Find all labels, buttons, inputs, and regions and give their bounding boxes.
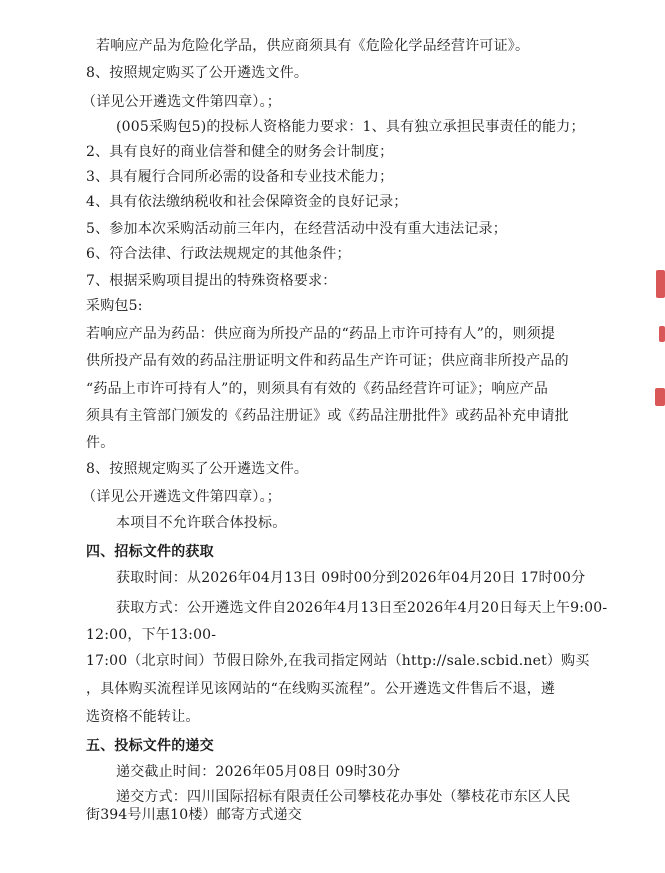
- text-line: 2、具有良好的商业信誉和健全的财务会计制度；: [86, 144, 394, 160]
- text-line: 采购包5:: [86, 298, 143, 314]
- text-line: (005采购包5)的投标人资格能力要求：1、具有独立承担民事责任的能力；: [116, 119, 585, 135]
- text-line: 获取时间：从2026年04月13日 09时00分到2026年04月20日 17时00分: [116, 570, 586, 586]
- text-line: 若响应产品为药品：供应商为所投产品的“药品上市许可持有人”的，则须提: [86, 326, 556, 342]
- text-line: 4、具有依法缴纳税收和社会保障资金的良好记录；: [86, 194, 408, 210]
- section-heading: 四、招标文件的获取: [86, 544, 214, 560]
- text-line: 选资格不能转让。: [86, 709, 200, 725]
- text-line: 须具有主管部门颁发的《药品注册证》或《药品注册批件》或药品补充申请批: [86, 408, 569, 424]
- section-heading: 五、投标文件的递交: [86, 738, 214, 754]
- text-line: 件。: [86, 435, 115, 451]
- text-line: 7、根据采购项目提出的特殊资格要求：: [86, 273, 337, 289]
- text-line: 递交方式：四川国际招标有限责任公司攀枝花办事处（攀枝花市东区人民: [116, 789, 571, 805]
- text-line: （详见公开遴选文件第四章）。；: [82, 94, 281, 110]
- text-line: 12:00，下午13:00-: [86, 627, 217, 643]
- text-line: 供所投产品有效的药品注册证明文件和药品生产许可证；供应商非所投产品的: [86, 353, 569, 369]
- text-line: 本项目不允许联合体投标。: [116, 515, 287, 531]
- seal-stamp-fragment: [651, 270, 665, 420]
- text-line: 递交截止时间：2026年05月08日 09时30分: [116, 764, 401, 780]
- text-line: “药品上市许可持有人”的，则须具有有效的《药品经营许可证》；响应产品: [86, 381, 549, 397]
- text-line: 若响应产品为危险化学品，供应商须具有《危险化学品经营许可证》。: [96, 38, 530, 54]
- text-line: 获取方式：公开遴选文件自2026年4月13日至2026年4月20日每天上午9:00-: [116, 600, 608, 616]
- text-line: 6、符合法律、行政法规规定的其他条件；: [86, 246, 351, 262]
- text-line: 5、参加本次采购活动前三年内，在经营活动中没有重大违法记录；: [86, 221, 507, 237]
- text-line: 8、按照规定购买了公开遴选文件。: [86, 65, 309, 81]
- text-line: ，具体购买流程详见该网站的“在线购买流程”。公开遴选文件售后不退，遴: [86, 681, 556, 697]
- text-line: 3、具有履行合同所必需的设备和专业技术能力；: [86, 169, 394, 185]
- text-line: 街394号川惠10楼）邮寄方式递交: [86, 807, 302, 823]
- text-line: （详见公开遴选文件第四章）。；: [82, 489, 281, 505]
- text-line: 17:00（北京时间）节假日除外,在我司指定网站（http://sale.scbid.net）购买: [86, 653, 590, 669]
- text-line: 8、按照规定购买了公开遴选文件。: [86, 461, 309, 477]
